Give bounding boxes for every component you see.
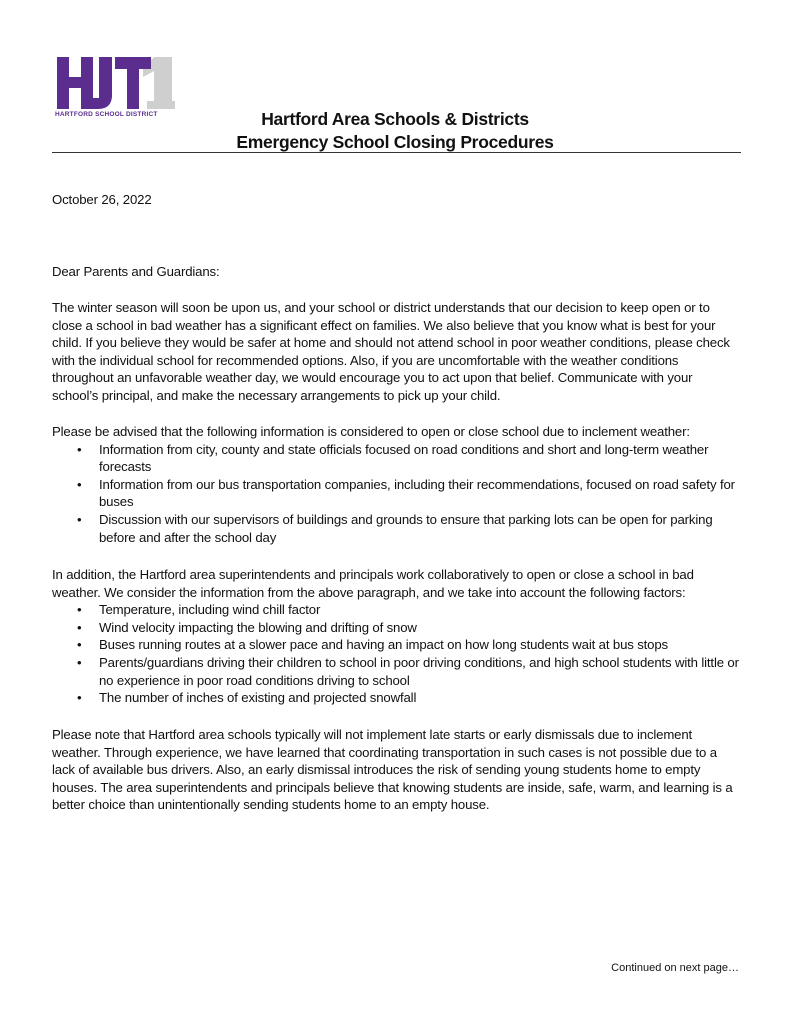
paragraph-intro: The winter season will soon be upon us, and your school or district understands that our decision to keep open or to close a school in bad weather has a significant effect on families. We also believe that you know what is best for your child. If you believe they would be safer at home and should not attend school in poor weather conditions, please check with the individual school for recommended options. Also, if you are uncomfortable with the weather conditions throughout an unfavorable weather day, we would encourage you to act upon that belief. Communicate with your school’s principal, and make the necessary arrangements to pick up your child. — [52, 300, 730, 403]
bullet-icon: • — [77, 441, 82, 457]
bullet-icon: • — [77, 619, 82, 635]
list-item-text: Information from our bus transportation companies, including their recommendations, focused on road safety for buses — [99, 476, 735, 510]
factors-list — [52, 601, 742, 707]
letter-date: October 26, 2022 — [52, 192, 152, 207]
title-line-1: Hartford Area Schools & Districts — [261, 109, 529, 129]
list-item — [52, 511, 742, 546]
hjt1-logo-mark — [55, 55, 180, 113]
criteria-list — [52, 441, 742, 547]
list-item-text: Discussion with our supervisors of buildings and grounds to ensure that parking lots can be open for parking before and after the school day — [99, 511, 713, 545]
paragraph-dismissal-policy: Please note that Hartford area schools typically will not implement late starts or early dismissals due to inclement weather. Through experience, we have learned that coordinating transportation in such cases is not possible due to a lack of available bus drivers. Also, an early dismissal introduces the risk of sending young students home to empty houses. The area superintendents and principals believe that knowing students are inside, safe, warm, and learning is a better choice than unintentionally sending students home to an empty house. — [52, 727, 733, 813]
list-item — [52, 654, 742, 689]
list-item-text: Buses running routes at a slower pace and having an impact on how long students wait at bus stops — [99, 637, 668, 653]
logo-subtitle: HARTFORD SCHOOL DISTRICT — [55, 111, 158, 118]
list-item — [52, 689, 742, 707]
paragraph-factors — [52, 566, 742, 707]
document-title — [180, 108, 610, 154]
list-item — [52, 441, 742, 476]
list-item-text: Information from city, county and state officials focused on road conditions and short and long-term weather forecasts — [99, 441, 709, 475]
bullet-icon: • — [77, 511, 82, 527]
list-item-text: The number of inches of existing and projected snowfall — [99, 690, 417, 706]
bullet-icon: • — [77, 476, 82, 492]
list-item-text: Temperature, including wind chill factor — [99, 602, 321, 618]
list-item-text: Parents/guardians driving their children to school in poor driving conditions, and high school students with little or no experience in poor road conditions driving to school — [99, 654, 739, 688]
letter-greeting: Dear Parents and Guardians: — [52, 264, 220, 279]
bullet-icon: • — [77, 602, 82, 618]
paragraph-criteria — [52, 423, 742, 546]
header-divider — [52, 152, 741, 153]
paragraph-factors-intro: In addition, the Hartford area superintendents and principals work collaboratively to open or close a school in bad weather. We consider the information from the above paragraph, and we take into account the following factors: — [52, 567, 694, 600]
paragraph-criteria-intro: Please be advised that the following information is considered to open or close school due to inclement weather: — [52, 424, 690, 439]
bullet-icon: • — [77, 637, 82, 653]
title-line-2: Emergency School Closing Procedures — [236, 132, 554, 152]
list-item-text: Wind velocity impacting the blowing and drifting of snow — [99, 619, 417, 635]
list-item — [52, 476, 742, 511]
continued-note: Continued on next page… — [611, 962, 739, 974]
list-item — [52, 619, 742, 637]
bullet-icon: • — [77, 654, 82, 670]
bullet-icon: • — [77, 690, 82, 706]
list-item — [52, 601, 742, 619]
district-logo — [55, 55, 180, 123]
list-item — [52, 636, 742, 654]
